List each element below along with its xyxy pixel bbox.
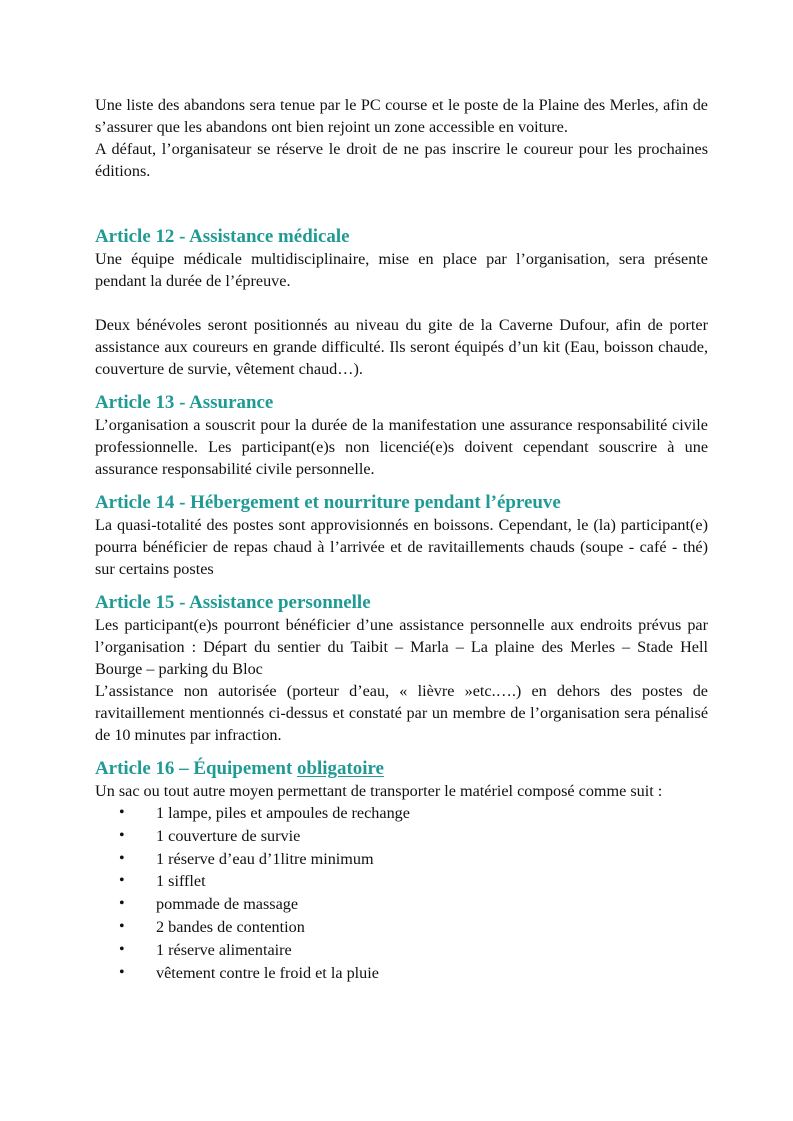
article-13 [95, 392, 708, 480]
list-item: • vêtement contre le froid et la pluie [95, 962, 708, 985]
list-item: • pommade de massage [95, 893, 708, 916]
list-item: • 1 lampe, piles et ampoules de rechange [95, 802, 708, 825]
spacer [95, 182, 708, 226]
article-16-paragraph-1: Un sac ou tout autre moyen permettant de transporter le matériel composé comme suit : [95, 782, 663, 800]
list-item: • 1 sifflet [95, 870, 708, 893]
article-12-paragraph-2: Deux bénévoles seront positionnés au niveau du gite de la Caverne Dufour, afin de porter assistance aux coureurs en grande difficulté. Ils seront équipés d’un kit (Eau, boisson chaude, couverture de survie, vêtement chaud…). [95, 316, 708, 378]
spacer [95, 380, 708, 392]
list-item: • 1 couverture de survie [95, 825, 708, 848]
article-15-paragraph-1: Les participant(e)s pourront bénéficier d’une assistance personnelle aux endroits prévus par l’organisation : Départ du sentier du Taibit – Marla – La plaine des Merles – Stade Hell Bourge – parking du Bloc [95, 616, 708, 678]
bullet-icon: • [119, 895, 125, 913]
spacer [95, 480, 708, 492]
article-16-title-underlined: obligatoire [296, 758, 384, 779]
spacer [95, 746, 708, 758]
article-14 [95, 492, 708, 580]
article-16-title [95, 758, 708, 780]
spacer [95, 580, 708, 592]
article-16-title-prefix: Article 16 – Équipement [95, 758, 297, 779]
bullet-icon: • [119, 963, 125, 981]
bullet-icon: • [119, 804, 125, 821]
bullet-icon: • [119, 872, 125, 890]
intro-paragraph-1: Une liste des abandons sera tenue par le PC course et le poste de la Plaine des Merles, afin de s’assurer que les abandons ont bien rejoint un zone accessible en voiture. [95, 96, 708, 136]
article-14-paragraph-1: La quasi-totalité des postes sont approvisionnés en boissons. Cependant, le (la) participant(e) pourra bénéficier de repas chaud à l’arrivée et de ravitaillements chauds (soupe - café - thé) sur certains postes [95, 516, 708, 578]
intro-paragraph-2: A défaut, l’organisateur se réserve le droit de ne pas inscrire le coureur pour les prochaines éditions. [95, 140, 708, 180]
list-item: • 2 bandes de contention [95, 916, 708, 939]
article-15-title: Article 15 - Assistance personnelle [95, 592, 371, 613]
list-item: • 1 réserve d’eau d’1litre minimum [95, 848, 708, 871]
spacer [95, 292, 708, 314]
article-15 [95, 592, 708, 746]
list-item: • 1 réserve alimentaire [95, 939, 708, 962]
article-12 [95, 226, 708, 380]
bullet-icon: • [119, 917, 125, 935]
article-12-title: Article 12 - Assistance médicale [95, 226, 350, 247]
bullet-icon: • [119, 826, 125, 844]
article-15-paragraph-2: L’assistance non autorisée (porteur d’eau, « lièvre »etc.….) en dehors des postes de ravitaillement mentionnés ci-dessus et constaté par un membre de l’organisation sera pénalisé de 10 minutes par infraction. [95, 682, 708, 744]
article-13-title: Article 13 - Assurance [95, 392, 274, 413]
document-page [95, 94, 708, 984]
article-12-paragraph-1: Une équipe médicale multidisciplinaire, mise en place par l’organisation, sera présente pendant la durée de l’épreuve. [95, 250, 708, 290]
bullet-icon: • [119, 849, 125, 867]
article-16 [95, 758, 708, 984]
article-14-title: Article 14 - Hébergement et nourriture pendant l’épreuve [95, 492, 561, 513]
article-13-paragraph-1: L’organisation a souscrit pour la durée de la manifestation une assurance responsabilité civile professionnelle. Les participant(e)s non licencié(e)s doivent cependant souscrire à une assurance responsabilité civile personnelle. [95, 416, 708, 478]
equipment-list [95, 802, 708, 984]
bullet-icon: • [119, 940, 125, 958]
